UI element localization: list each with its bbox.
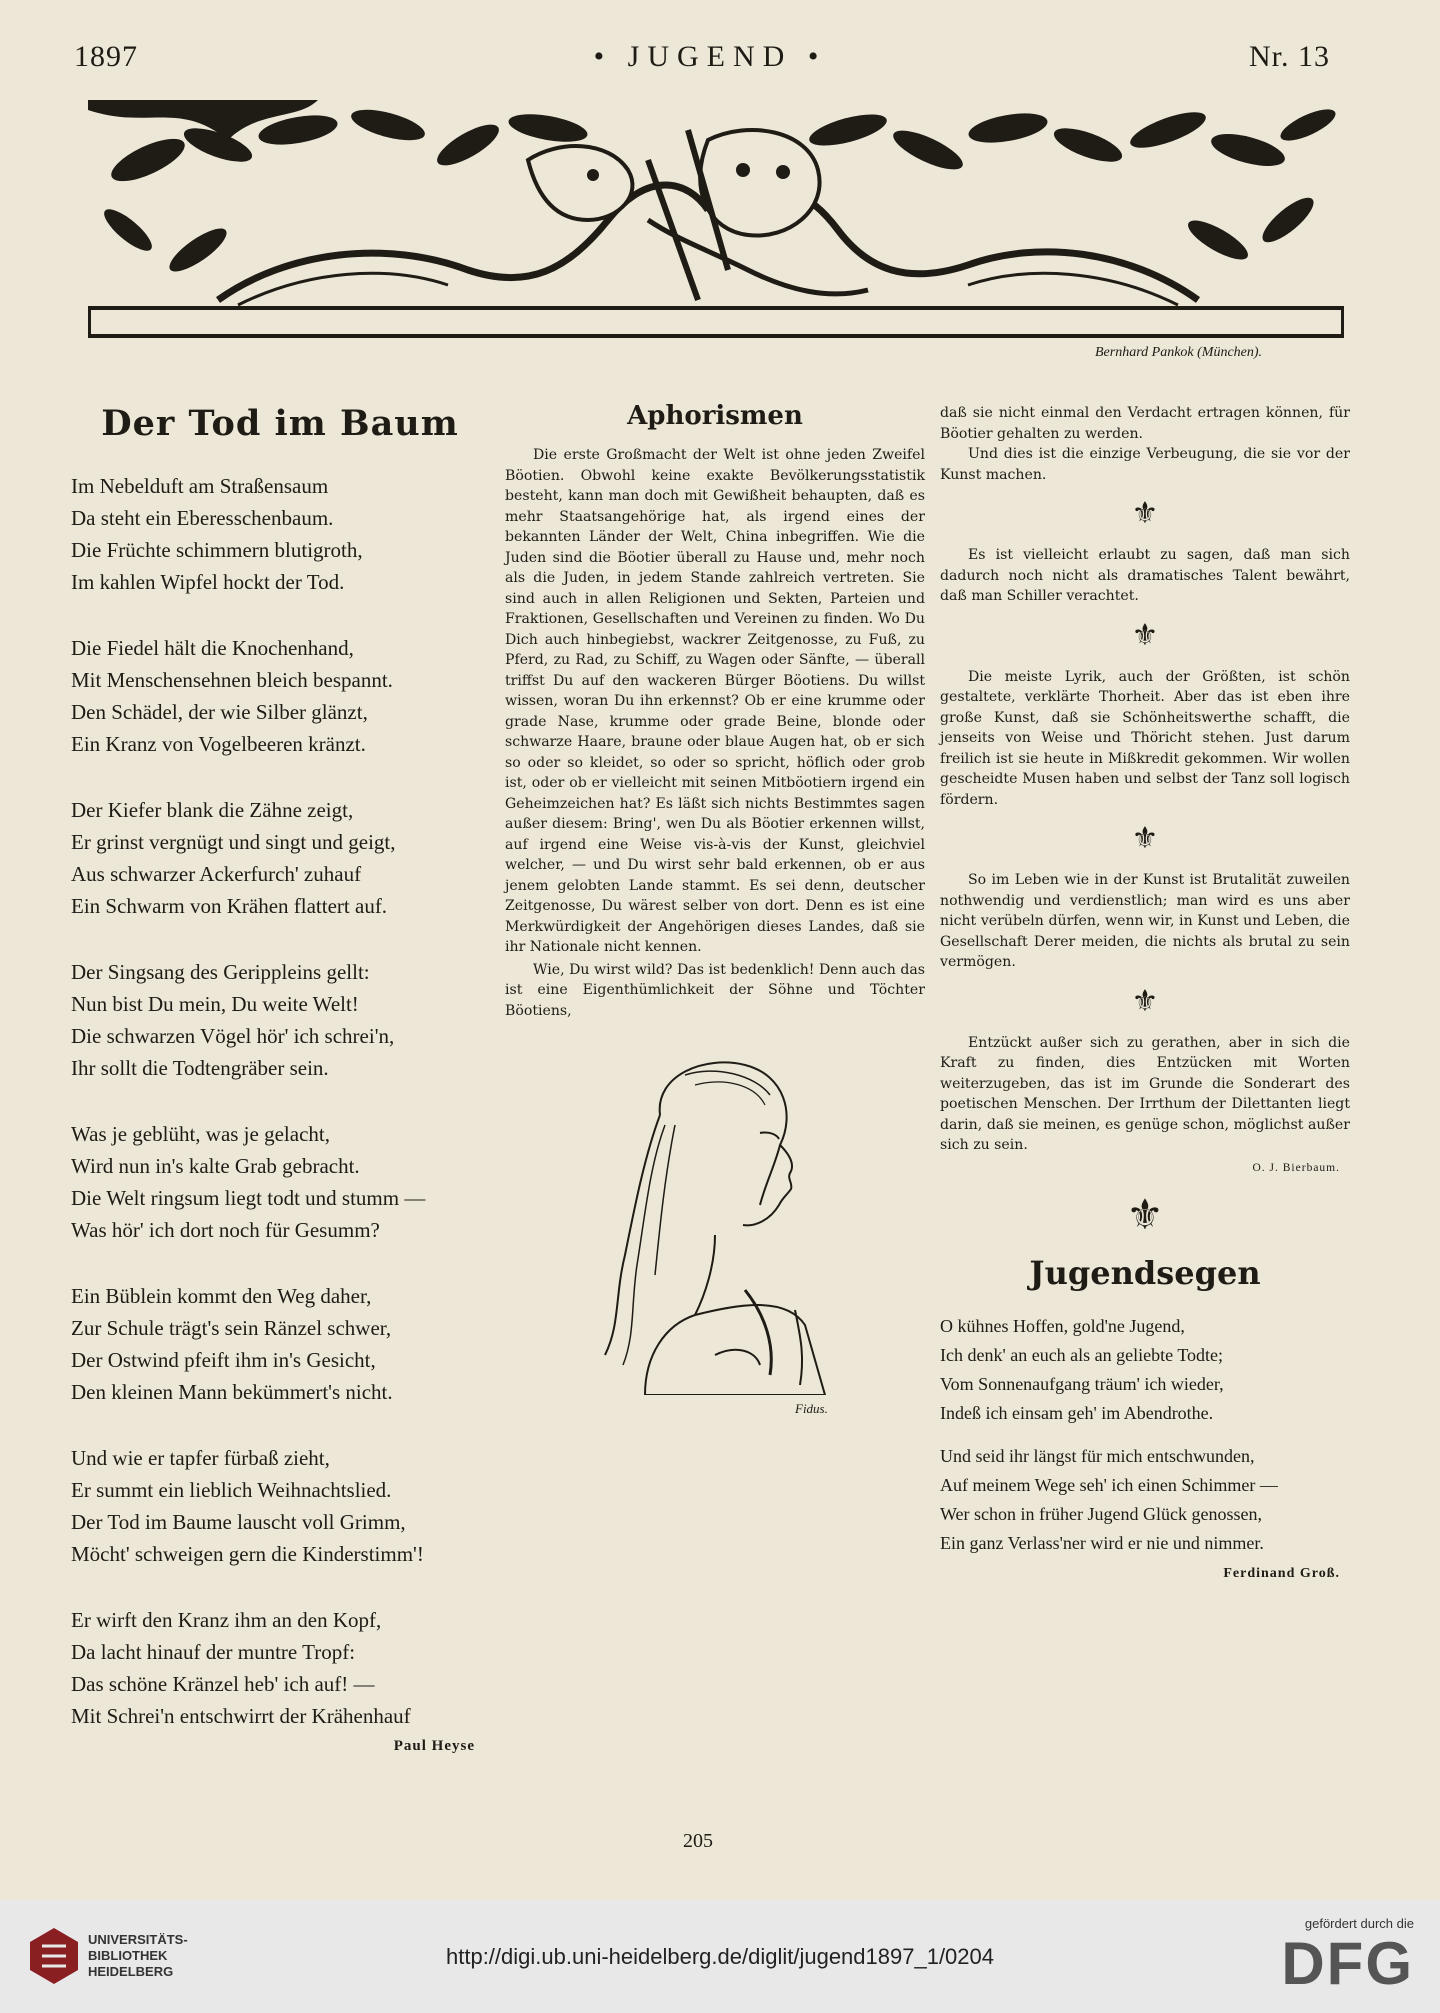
poem-line: O kühnes Hoffen, gold'ne Jugend,	[940, 1316, 1185, 1336]
fleur-de-lis-icon: ⚜	[1131, 496, 1159, 531]
poem-line: Wird nun in's kalte Grab gebracht.	[71, 1154, 360, 1178]
poem-line: Er wirft den Kranz ihm an den Kopf,	[71, 1608, 382, 1632]
poem-line: Die schwarzen Vögel hör' ich schrei'n,	[71, 1024, 395, 1048]
second-poem-title: Jugendsegen	[1029, 1254, 1261, 1292]
poem-line: Ihr sollt die Todtengräber sein.	[71, 1056, 329, 1080]
poem-line: Auf meinem Wege seh' ich einen Schimmer —	[940, 1475, 1278, 1495]
woman-portrait-illustration	[565, 1055, 865, 1416]
poem-line: Ein ganz Verlass'ner wird er nie und nimmer.	[940, 1533, 1264, 1553]
header-dot-right: •	[807, 40, 827, 73]
source-url-link[interactable]: http://digi.ub.uni-heidelberg.de/diglit/jugend1897_1/0204	[446, 1944, 994, 1969]
poem-line: Aus schwarzer Ackerfurch' zuhauf	[71, 862, 362, 886]
aphorisms-continued	[940, 403, 1350, 1178]
poem-author: Paul Heyse	[393, 1738, 475, 1754]
poem-stanza	[65, 632, 495, 760]
poem-stanza	[65, 1604, 495, 1732]
poem-title: Der Tod im Baum	[101, 403, 459, 444]
portrait-drawing	[565, 1055, 865, 1395]
poem-line: Wer schon in früher Jugend Glück genossen,	[940, 1504, 1262, 1524]
aphorism-paragraph: Und dies ist die einzige Verbeugung, die sie vor der Kunst machen.	[940, 446, 1350, 483]
poem-stanza	[940, 1312, 1350, 1428]
poem-line: Ein Büblein kommt den Weg daher,	[71, 1284, 372, 1308]
poem-line: Möcht' schweigen gern die Kinderstimm'!	[71, 1542, 424, 1566]
fleur-de-lis-icon: ⚜	[1131, 821, 1159, 856]
aphorism-paragraph: Wie, Du wirst wild? Das ist bedenklich! Denn auch das ist eine Eigenthümlichkeit der Söhne und Töchter Böotiens,	[505, 961, 925, 1019]
poem-line: Der Kiefer blank die Zähne zeigt,	[71, 798, 354, 822]
aphorisms-author: O. J. Bierbaum.	[1252, 1161, 1340, 1174]
poem-column	[65, 375, 495, 1755]
fleur-de-lis-icon: ⚜	[1131, 617, 1159, 653]
poem-line: Was je geblüht, was je gelacht,	[71, 1122, 330, 1146]
second-poem	[940, 1254, 1350, 1582]
header-title	[560, 40, 860, 74]
poem-stanza	[65, 470, 495, 598]
aphorisms-text	[505, 445, 925, 1021]
poem-line: Ich denk' an euch als an geliebte Todte;	[940, 1345, 1224, 1365]
poem-line: Der Ostwind pfeift ihm in's Gesicht,	[71, 1348, 376, 1372]
right-column	[940, 375, 1350, 1582]
poem-line: Und seid ihr längst für mich entschwunden,	[940, 1446, 1255, 1466]
poem-line: Das schöne Kränzel heb' ich auf! —	[71, 1672, 375, 1696]
poem-line: Den kleinen Mann bekümmert's nicht.	[71, 1380, 393, 1404]
poem-stanza	[65, 956, 495, 1084]
poem-line: Was hör' ich dort noch für Gesumm?	[71, 1218, 380, 1242]
aphorisms-column	[505, 375, 925, 1416]
poem-line: Im Nebelduft am Straßensaum	[71, 474, 329, 498]
poem-line: Indeß ich einsam geh' im Abendrothe.	[940, 1403, 1214, 1423]
library-name-line: UNIVERSITÄTS-	[88, 1932, 188, 1947]
poem-stanza	[940, 1442, 1350, 1558]
aphorism-paragraph: Entzückt außer sich zu gerathen, aber in sich die Kraft zu finden, dies Entzücken mit Worten weiterzugeben, das ist im Grunde die Sonderart des poetischen Menschen. Der Irrthum der Dilettanten liegt darin, daß sie meinen, es genüge schon, möglichst außer sich zu sein.	[940, 1034, 1350, 1153]
fleur-de-lis-icon: ⚜	[1126, 1190, 1164, 1239]
poem-line: Nun bist Du mein, Du weite Welt!	[71, 992, 359, 1016]
poem-line: Ein Kranz von Vogelbeeren kränzt.	[71, 732, 366, 756]
poem-line: Im kahlen Wipfel hockt der Tod.	[71, 570, 345, 594]
fleur-de-lis-icon: ⚜	[1131, 983, 1159, 1019]
poem-stanza	[65, 794, 495, 922]
poem-line: Zur Schule trägt's sein Ränzel schwer,	[71, 1316, 392, 1340]
library-name-line: BIBLIOTHEK	[88, 1948, 168, 1963]
poem-line: Der Singsang des Gerippleins gellt:	[71, 960, 370, 984]
aphorism-paragraph: Die meiste Lyrik, auch der Größten, ist schön gestaltete, verklärte Thorheit. Aber das ist eben ihre große Kunst, daß sie Schönheitswerthe schafft, die jenseits von Weise und Thöricht stehen. Just darum freilich ist sie heute in Mißkredit gekommen. Wir wollen gescheidte Musen haben und selbst der Tanz soll logisch fördern.	[940, 668, 1350, 808]
header-dot-left: •	[593, 40, 613, 73]
funding-note: gefördert durch die	[1304, 1916, 1414, 1931]
poem-stanza	[65, 1118, 495, 1246]
poem-line: Vom Sonnenaufgang träum' ich wieder,	[940, 1374, 1224, 1394]
poem-line: Mit Schrei'n entschwirrt der Krähenhauf	[71, 1704, 411, 1728]
poem-line: Da steht ein Eberesschenbaum.	[71, 506, 334, 530]
dfg-logo: DFG	[1281, 1930, 1414, 1997]
poem-line: Er summt ein lieblich Weihnachtslied.	[71, 1478, 392, 1502]
illustration-credit: Fidus.	[795, 1401, 828, 1416]
header-title-text: JUGEND	[627, 40, 793, 73]
aphorism-paragraph-continued: daß sie nicht einmal den Verdacht ertragen können, für Böotier gehalten zu werden.	[940, 405, 1350, 442]
decorative-banner-illustration	[88, 100, 1344, 338]
header-issue-number: Nr. 13	[1249, 40, 1330, 73]
poem-stanza	[65, 1280, 495, 1408]
poem-line: Der Tod im Baume lauscht voll Grimm,	[71, 1510, 406, 1534]
poem-line: Da lacht hinauf der muntre Tropf:	[71, 1640, 356, 1664]
poem-line: Die Welt ringsum liegt todt und stumm —	[71, 1186, 426, 1210]
poem-line: Den Schädel, der wie Silber glänzt,	[71, 700, 368, 724]
aphorism-paragraph: Die erste Großmacht der Welt ist ohne jeden Zweifel Böotien. Obwohl keine exakte Bevölkerungsstatistik besteht, kann man doch mit Gewißheit behaupten, daß es mehr Staatsangehörige hat, als irgend eines der bekannten Länder der Welt, China inbegriffen. Wie die Juden sind die Böotier überall zu Hause und, mehr noch als die Juden, in jedem Stande zahlreich vertreten. Sie sind auch in allen Religionen und Sekten, Parteien und Fraktionen, Gesellschaften und Vereinen zu finden. Wo Du Dich auch hinbegiebst, wackrer Zeitgenosse, zu Fuß, zu Pferd, zu Rad, zu Schiff, zu Wagen oder Sänfte, — überall triffst Du auf den wackeren Bürger Böotiens. Du willst wissen, woran Du ihn erkennst? Ob er eine krumme oder grade Nase, krumme oder grade Beine, blonde oder schwarze Haare, braune oder blaue Augen hat, ob er sich so oder so kleidet, so oder so spricht, höflich oder grob ist, oder ob er vielleicht mit seinen Mitböotiern irgend ein Geheimzeichen hat? Es läßt sich nichts Bestimmtes sagen außer diesem: Bring', wen Du als Böotier erkennen willst, auf irgend eine Weise vis-à-vis der Kunst, gleichviel welcher, — und Du wirst sehr bald erkennen, ob er aus jenem gelobten Lande stammt. Es sei denn, deutscher Zeitgenosse, Du wärest selber von dort. Denn es ist eine Merkwürdigkeit der Angehörigen dieses Landes, daß sie ihr Nationale nicht kennen.	[505, 447, 925, 955]
poem-line: Er grinst vergnügt und singt und geigt,	[71, 830, 396, 854]
poem-stanza	[65, 1442, 495, 1570]
header-year: 1897	[74, 40, 138, 73]
poem-line: Ein Schwarm von Krähen flattert auf.	[71, 894, 388, 918]
aphorism-paragraph: Es ist vielleicht erlaubt zu sagen, daß man sich dadurch noch nicht als dramatisches Talent bewährt, daß man Schiller verachtet.	[940, 547, 1350, 604]
poem-line: Die Fiedel hält die Knochenhand,	[71, 636, 354, 660]
aphorisms-title: Aphorismen	[627, 401, 803, 431]
page-number: 205	[683, 1830, 713, 1852]
digitization-footer	[0, 1900, 1440, 2013]
second-poem-author: Ferdinand Groß.	[1223, 1566, 1340, 1581]
poem-line: Die Früchte schimmern blutigroth,	[71, 538, 363, 562]
banner-artist-credit: Bernhard Pankok (München).	[1095, 345, 1263, 360]
poem-line: Und wie er tapfer fürbaß zieht,	[71, 1446, 330, 1470]
poem-line: Mit Menschensehnen bleich bespannt.	[71, 668, 393, 692]
aphorism-paragraph: So im Leben wie in der Kunst ist Brutalität zuweilen nothwendig und verdienstlich; man wird es uns aber nicht verübeln dürfen, wenn wir, in Kunst und Leben, die Gesellschaft Derer meiden, die nichts als brutal zu sein vermögen.	[940, 872, 1350, 970]
library-name-line: HEIDELBERG	[88, 1964, 174, 1979]
